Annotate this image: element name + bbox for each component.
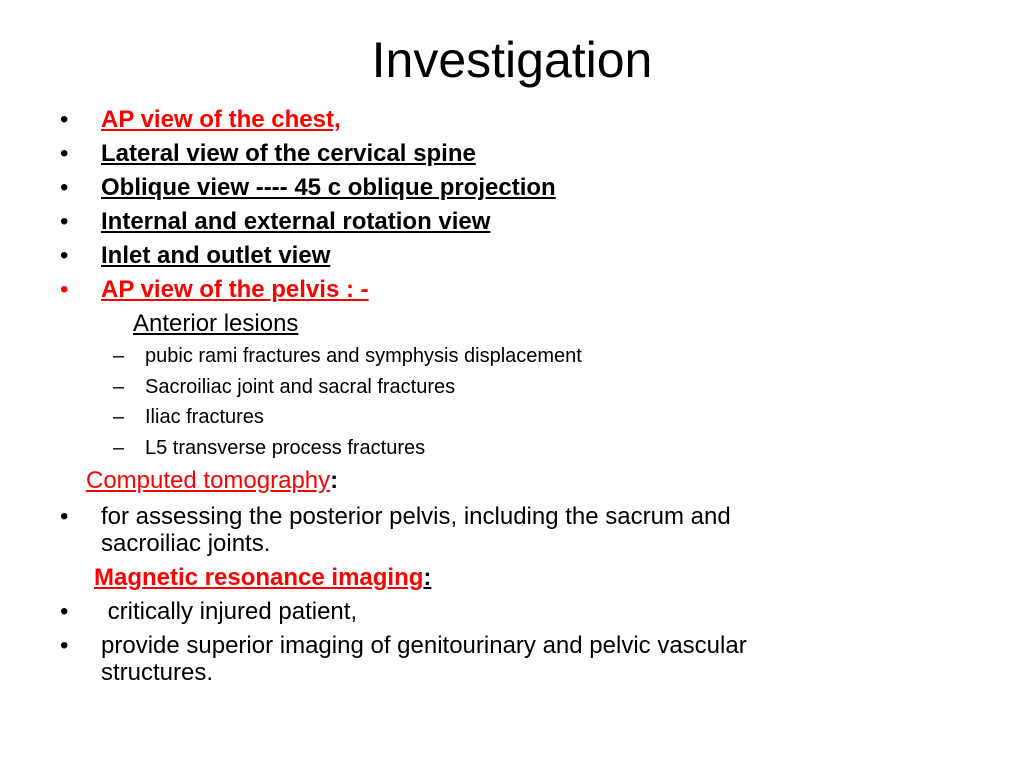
ct-heading: Computed tomography [86, 467, 331, 494]
dash-marker: – [113, 437, 125, 459]
bullet-marker: • [60, 598, 69, 625]
sub-item-pubic-rami: pubic rami fractures and symphysis displacement [145, 345, 582, 367]
mri-heading-line [94, 564, 431, 592]
slide-title: Investigation [371, 32, 653, 88]
bullet-marker: • [60, 276, 69, 303]
bullet-marker: • [60, 140, 69, 167]
sub-item-iliac: Iliac fractures [145, 406, 264, 428]
bullet-marker: • [60, 503, 69, 530]
list-item-rotation-view: Internal and external rotation view [101, 208, 491, 235]
list-item-ap-chest: AP view of the chest, [101, 106, 341, 133]
sub-item-sacroiliac: Sacroiliac joint and sacral fractures [145, 376, 456, 398]
list-item-inlet-outlet: Inlet and outlet view [101, 242, 331, 269]
ct-bullet-line-1: for assessing the posterior pelvis, including the sacrum and [101, 503, 731, 530]
ct-heading-line [86, 467, 338, 495]
ct-bullet-line-2: sacroiliac joints. [101, 530, 271, 557]
anterior-lesions-heading: Anterior lesions [133, 310, 299, 337]
mri-bullet-line-1: provide superior imaging of genitourinary and pelvic vascular [101, 632, 747, 659]
bullet-marker: • [60, 174, 69, 201]
bullet-marker: • [60, 632, 69, 659]
ct-colon: : [330, 467, 339, 494]
bullet-marker: • [60, 242, 69, 269]
mri-bullet-line-2: structures. [101, 659, 214, 686]
sub-item-l5: L5 transverse process fractures [145, 437, 426, 459]
list-item-oblique-view: Oblique view ---- 45 c oblique projection [101, 174, 556, 201]
dash-marker: – [113, 406, 125, 428]
bullet-marker: • [60, 208, 69, 235]
mri-heading: Magnetic resonance imaging [94, 564, 424, 591]
list-item-lateral-cervical: Lateral view of the cervical spine [101, 140, 476, 167]
mri-bullet-critically-injured: critically injured patient, [101, 598, 358, 625]
dash-marker: – [113, 376, 125, 398]
dash-marker: – [113, 345, 125, 367]
mri-colon: : [423, 564, 432, 591]
list-item-ap-pelvis: AP view of the pelvis : - [101, 276, 369, 303]
bullet-marker: • [60, 106, 69, 133]
